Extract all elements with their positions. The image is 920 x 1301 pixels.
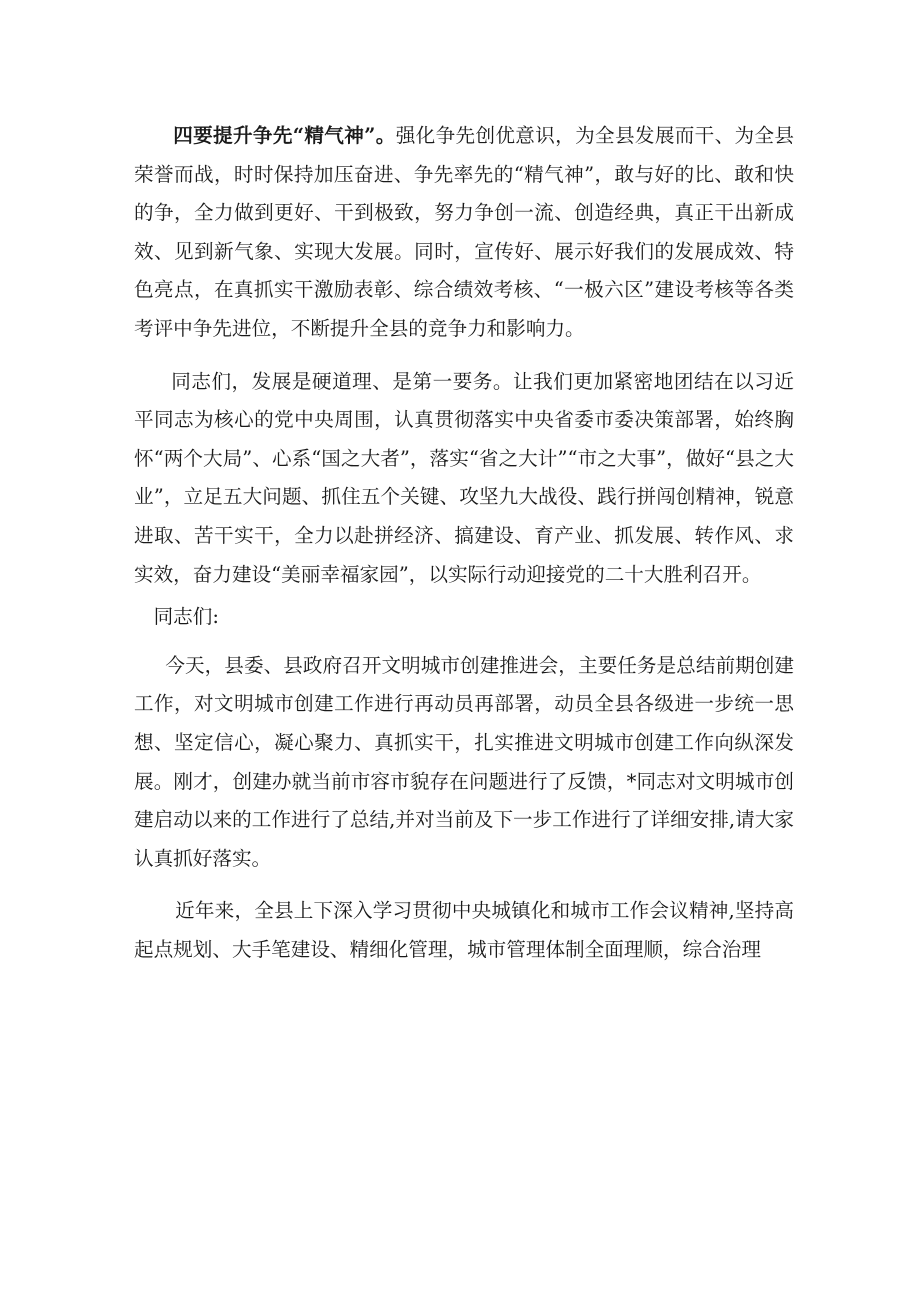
paragraph-lead-heading: 四要提升争先“精气神”。 [173,124,396,147]
paragraph-text: 强化争先创优意识，为全县发展而干、为全县荣誉而战，时时保持加压奋进、争先率先的“精气神”，敢与好的比、敢和快的争，全力做到更好、干到极致，努力争创一流、创造经典，真正干出新成效、见到新气象、实现大发展。同时，宣传好、展示好我们的发展成效、特色亮点，在真抓实干激励表彰、综合绩效考核、“一极六区”建设考核等各类考评中争先进位，不断提升全县的竞争力和影响力。 [134,124,794,340]
paragraph-5 [134,892,794,969]
paragraph-1 [134,117,794,349]
paragraph-2 [134,363,794,595]
paragraph-4 [134,647,794,879]
paragraph-text: 今天，县委、县政府召开文明城市创建推进会，主要任务是总结前期创建工作，对文明城市创建工作进行再动员再部署，动员全县各级进一步统一思想、坚定信心，凝心聚力、真抓实干，扎实推进文明城市创建工作向纵深发展。刚才，创建办就当前市容市貌存在问题进行了反馈，*同志对文明城市创建启动以来的工作进行了总结,并对当前及下一步工作进行了详细安排,请大家认真抓好落实。 [134,653,794,870]
document-body [134,117,794,969]
paragraph-3-salutation [134,598,794,637]
paragraph-text: 同志们，发展是硬道理、是第一要务。让我们更加紧密地团结在以习近平同志为核心的党中央周围，认真贯彻落实中央省委市委决策部署，始终胸怀“两个大局”、心系“国之大者”，落实“省之大计”“市之大事”，做好“县之大业”，立足五大问题、抓住五个关键、攻坚九大战役、践行拼闯创精神，锐意进取、苦干实干，全力以赴拼经济、搞建设、育产业、抓发展、转作风、求实效，奋力建设“美丽幸福家园”，以实际行动迎接党的二十大胜利召开。 [134,369,794,586]
paragraph-text: 同志们: [153,605,219,629]
paragraph-text: 近年来，全县上下深入学习贯彻中央城镇化和城市工作会议精神,坚持高起点规划、大手笔建设、精细化管理，城市管理体制全面理顺，综合治理 [134,899,794,961]
